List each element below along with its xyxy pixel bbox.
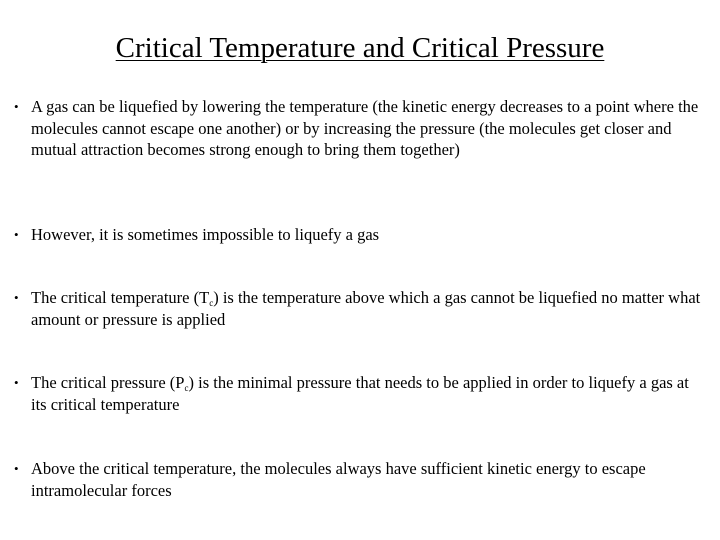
bullet-text-end: ) is the minimal pressure that needs to be applied in order to liquefy a gas at its critical temperature: [31, 373, 689, 414]
bullet-icon: •: [14, 99, 19, 114]
bullet-item-above-critical: [14, 458, 704, 501]
bullet-item-liquefaction: [14, 96, 704, 161]
bullet-icon: •: [14, 461, 19, 476]
bullet-text: Above the critical temperature, the molecules always have sufficient kinetic energy to escape intramolecular forces: [31, 459, 646, 500]
bullet-item-impossible: [14, 224, 704, 246]
bullet-icon: •: [14, 227, 19, 242]
bullet-text: However, it is sometimes impossible to liquefy a gas: [31, 225, 380, 244]
bullet-text: [14, 287, 704, 330]
bullet-item-critical-pressure: [14, 372, 704, 415]
bullet-text-start: The critical pressure (P: [31, 373, 185, 392]
bullet-text: A gas can be liquefied by lowering the temperature (the kinetic energy decreases to a point where the molecules cannot escape one another) or by increasing the pressure (the molecules get closer and mutual attraction becomes strong enough to bring them together): [31, 97, 699, 159]
bullet-icon: •: [14, 375, 19, 390]
bullet-item-critical-temperature: [14, 287, 704, 330]
slide-title: Critical Temperature and Critical Pressure: [115, 32, 605, 64]
bullet-text: [14, 372, 704, 415]
bullet-text-start: The critical temperature (T: [31, 288, 210, 307]
bullet-icon: •: [14, 290, 19, 305]
subscript-c: c: [209, 298, 214, 308]
subscript-c: c: [184, 383, 189, 393]
bullet-text-end: ) is the temperature above which a gas cannot be liquefied no matter what amount or pressure is applied: [31, 288, 701, 329]
